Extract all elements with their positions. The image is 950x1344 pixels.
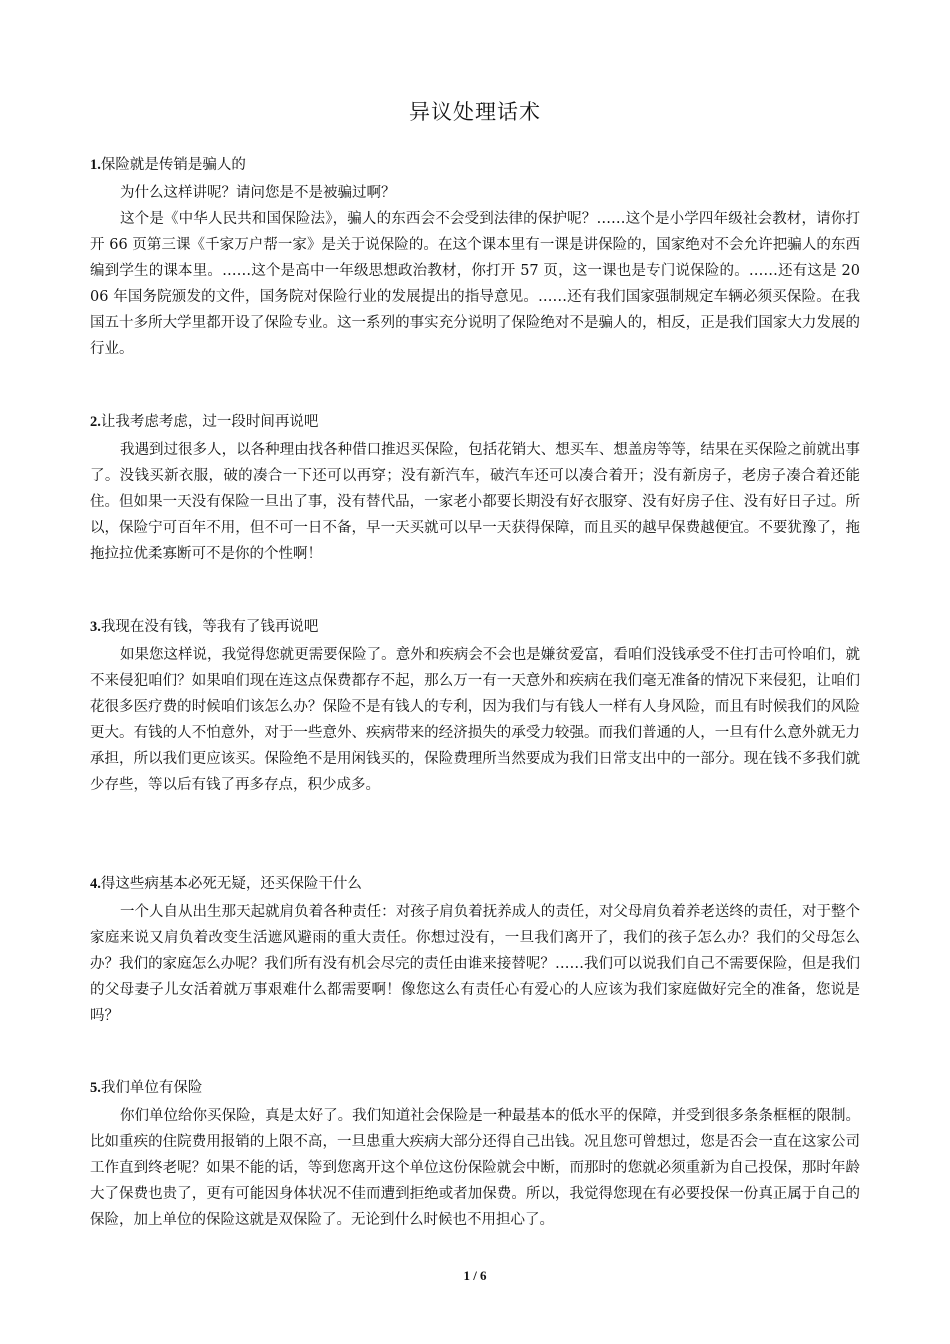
section-number-5: 5. [90,1080,101,1096]
section-2-paragraph-1: 我遇到过很多人，以各种理由找各种借口推迟买保险，包括花销大、想买车、想盖房等等，结果在买保险之前就出事了。没钱买新衣服，破的凑合一下还可以再穿；没有新汽车，破汽车还可以凑合着开；没有新房子，老房子凑合着还能住。但如果一天没有保险一旦出了事，没有替代品，一家老小都要长期没有好衣服穿、没有好房子住、没有好日子过。所以，保险宁可百年不用，但不可一日不备，早一天买就可以早一天获得保障，而且买的越早保费越便宜。不要犹豫了，拖拖拉拉优柔寡断可不是你的个性啊！ [90,442,860,562]
section-title-2: 让我考虑考虑，过一段时间再说吧 [100,414,319,430]
section-1-paragraph-1: 为什么这样讲呢？请问您是不是被骗过啊？ [120,185,396,201]
section-number-1: 1. [90,157,101,173]
section-number-2: 2. [90,414,101,430]
section-heading-2 [90,411,870,433]
section-heading-3 [90,616,870,638]
section-heading-1 [90,154,870,176]
section-5-paragraph-1: 你们单位给你买保险，真是太好了。我们知道社会保险是一种最基本的低水平的保障，并受到很多条条框框的限制。比如重疾的住院费用报销的上限不高，一旦患重大疾病大部分还得自己出钱。况且您可曾想过，您是否会一直在这家公司工作直到终老呢？如果不能的话，等到您离开这个单位这份保险就会中断，而那时的您就必须重新为自己投保，那时年龄大了保费也贵了，更有可能因身体状况不佳而遭到拒绝或者加保费。所以，我觉得您现在有必要投保一份真正属于自己的保险，加上单位的保险这就是双保险了。无论到什么时候也不用担心了。 [90,1108,860,1228]
section-4-paragraph-1: 一个人自从出生那天起就肩负着各种责任：对孩子肩负着抚养成人的责任，对父母肩负着养老送终的责任，对于整个家庭来说又肩负着改变生活遮风避雨的重大责任。你想过没有，一旦我们离开了，我们的孩子怎么办？我们的父母怎么办？我们的家庭怎么办呢？我们所有没有机会尽完的责任由谁来接替呢？……我们可以说我们自己不需要保险，但是我们的父母妻子儿女活着就万事艰难什么都需要啊！像您这么有责任心有爱心的人应该为我们家庭做好完全的准备，您说是吗？ [90,904,860,1024]
section-1-paragraph-2: 这个是《中华人民共和国保险法》，骗人的东西会不会受到法律的保护呢？……这个是小学四年级社会教材，请你打开 66 页第三课《千家万户帮一家》是关于说保险的。在这个课本里有一课是讲保险的，国家绝对不会允许把骗人的东西编到学生的课本里。……这个是高中一年级思想政治教材，你打开 57 页，这一课也是专门说保险的。……还有这是 2006 年国务院颁发的文件，国务院对保险行业的发展提出的指导意见。……还有我们国家强制规定车辆必须买保险。在我国五十多所大学里都开设了保险专业。这一系列的事实充分说明了保险绝对不是骗人的，相反，正是我们国家大力发展的行业。 [90,211,860,357]
section-title-4: 得这些病基本必死无疑，还买保险干什么 [100,876,362,892]
section-number-3: 3. [90,619,101,635]
section-3-paragraph-1: 如果您这样说，我觉得您就更需要保险了。意外和疾病会不会也是嫌贫爱富，看咱们没钱承受不住打击可怜咱们，就不来侵犯咱们？如果咱们现在连这点保费都存不起，那么万一有一天意外和疾病在我们毫无准备的情况下来侵犯，让咱们花很多医疗费的时候咱们该怎么办？保险不是有钱人的专利，因为我们与有钱人一样有人身风险，而且有时候我们的风险更大。有钱的人不怕意外，对于一些意外、疾病带来的经济损失的承受力较强。而我们普通的人，一旦有什么意外就无力承担，所以我们更应该买。保险绝不是用闲钱买的，保险费理所当然要成为我们日常支出中的一部分。现在钱不多我们就少存些，等以后有钱了再多存点，积少成多。 [90,647,860,793]
document-title: 异议处理话术 [409,100,541,124]
section-number-4: 4. [90,876,101,892]
section-title-3: 我现在没有钱，等我有了钱再说吧 [100,619,319,635]
section-title-5: 我们单位有保险 [100,1080,203,1096]
section-heading-4 [90,873,870,895]
section-heading-5 [90,1077,870,1099]
page-number: 1 / 6 [463,1268,487,1283]
section-title-1: 保险就是传销是骗人的 [100,157,246,173]
